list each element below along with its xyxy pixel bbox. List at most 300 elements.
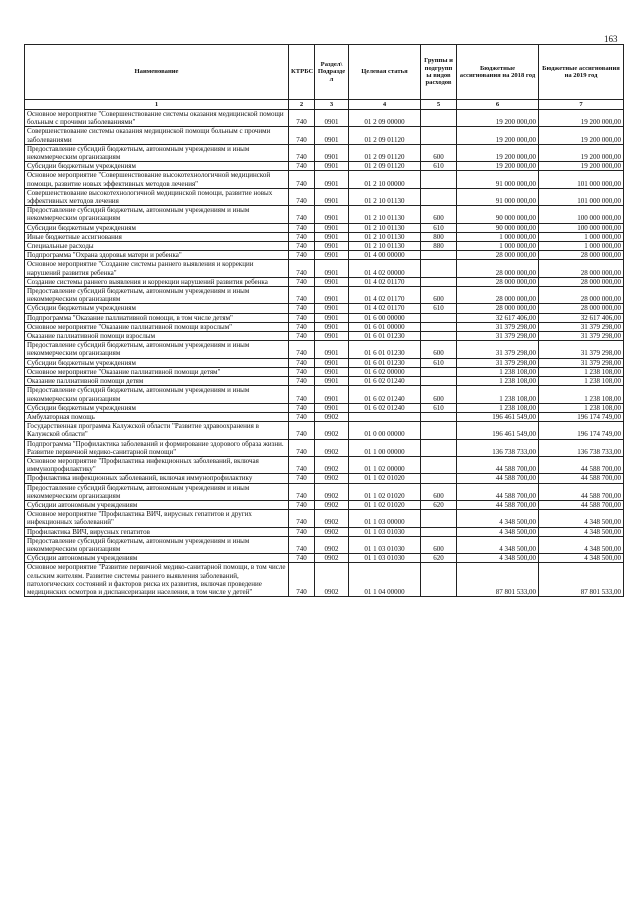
- column-number: 2: [289, 100, 315, 110]
- row-section-cell: 0902: [315, 527, 349, 536]
- row-target-cell: 01 1 03 00000: [349, 510, 421, 527]
- table-row: [25, 232, 624, 241]
- row-ktrbs-cell: 740: [289, 367, 315, 376]
- row-2019-cell: 4 348 500,00: [539, 554, 624, 563]
- row-section-cell: 0901: [315, 341, 349, 358]
- row-section-cell: 0901: [315, 232, 349, 241]
- row-2018-cell: 1 238 108,00: [457, 377, 539, 386]
- row-ktrbs-cell: 740: [289, 510, 315, 527]
- row-2018-cell: 31 379 298,00: [457, 358, 539, 367]
- row-group-cell: [421, 171, 457, 188]
- row-group-cell: 610: [421, 162, 457, 171]
- table-row: [25, 367, 624, 376]
- row-name-cell: Предоставление субсидий бюджетным, автономным учреждениям и иным некоммерческим организациям: [25, 386, 289, 403]
- row-group-cell: 600: [421, 483, 457, 500]
- row-2018-cell: 19 200 000,00: [457, 162, 539, 171]
- row-2019-cell: 19 200 000,00: [539, 144, 624, 161]
- row-2019-cell: 1 238 108,00: [539, 386, 624, 403]
- column-number: 1: [25, 100, 289, 110]
- row-section-cell: 0901: [315, 251, 349, 260]
- table-body: [25, 110, 624, 597]
- row-2019-cell: 28 000 000,00: [539, 287, 624, 304]
- row-ktrbs-cell: 740: [289, 332, 315, 341]
- row-name-cell: Оказание паллиативной помощи детям: [25, 377, 289, 386]
- row-target-cell: 01 4 02 01170: [349, 277, 421, 286]
- row-ktrbs-cell: 740: [289, 439, 315, 456]
- row-name-cell: Предоставление субсидий бюджетным, автономным учреждениям и иным некоммерческим организациям: [25, 287, 289, 304]
- page-number: 163: [604, 34, 618, 44]
- table-row: [25, 242, 624, 251]
- table-row: [25, 386, 624, 403]
- row-section-cell: 0901: [315, 277, 349, 286]
- row-2018-cell: 28 000 000,00: [457, 260, 539, 277]
- row-target-cell: 01 2 09 01120: [349, 127, 421, 144]
- row-section-cell: 0901: [315, 162, 349, 171]
- header-row: [25, 45, 624, 100]
- row-target-cell: 01 1 02 01020: [349, 483, 421, 500]
- row-section-cell: 0901: [315, 367, 349, 376]
- row-2019-cell: 31 379 298,00: [539, 358, 624, 367]
- table-row: [25, 527, 624, 536]
- row-section-cell: 0901: [315, 386, 349, 403]
- row-target-cell: 01 1 02 01020: [349, 474, 421, 483]
- row-name-cell: Субсидии бюджетным учреждениям: [25, 223, 289, 232]
- row-2018-cell: 32 617 406,00: [457, 313, 539, 322]
- row-group-cell: 600: [421, 341, 457, 358]
- table-row: [25, 162, 624, 171]
- row-2019-cell: 4 348 500,00: [539, 510, 624, 527]
- row-name-cell: Специальные расходы: [25, 242, 289, 251]
- row-ktrbs-cell: 740: [289, 527, 315, 536]
- row-2018-cell: 1 000 000,00: [457, 232, 539, 241]
- row-2018-cell: 1 000 000,00: [457, 242, 539, 251]
- row-ktrbs-cell: 740: [289, 456, 315, 473]
- row-2018-cell: 28 000 000,00: [457, 287, 539, 304]
- row-2018-cell: 44 588 700,00: [457, 456, 539, 473]
- row-ktrbs-cell: 740: [289, 251, 315, 260]
- row-2019-cell: 1 238 108,00: [539, 367, 624, 376]
- row-group-cell: 800: [421, 232, 457, 241]
- budget-table: [24, 44, 624, 597]
- row-2018-cell: 90 000 000,00: [457, 223, 539, 232]
- row-2019-cell: 32 617 406,00: [539, 313, 624, 322]
- row-name-cell: Основное мероприятие "Оказание паллиативной помощи детям": [25, 367, 289, 376]
- row-ktrbs-cell: 740: [289, 386, 315, 403]
- row-2018-cell: 4 348 500,00: [457, 554, 539, 563]
- row-2019-cell: 19 200 000,00: [539, 110, 624, 127]
- row-name-cell: Иные бюджетные ассигнования: [25, 232, 289, 241]
- row-ktrbs-cell: 740: [289, 232, 315, 241]
- row-2018-cell: 136 738 733,00: [457, 439, 539, 456]
- row-ktrbs-cell: 740: [289, 206, 315, 223]
- row-name-cell: Предоставление субсидий бюджетным, автономным учреждениям и иным некоммерческим организациям: [25, 536, 289, 553]
- row-section-cell: 0901: [315, 332, 349, 341]
- row-group-cell: [421, 563, 457, 597]
- row-ktrbs-cell: 740: [289, 403, 315, 412]
- row-2019-cell: 100 000 000,00: [539, 223, 624, 232]
- row-target-cell: [349, 412, 421, 421]
- row-name-cell: Субсидии автономным учреждениям: [25, 500, 289, 509]
- table-row: [25, 223, 624, 232]
- column-number: 4: [349, 100, 421, 110]
- row-section-cell: 0901: [315, 322, 349, 331]
- row-target-cell: 01 6 01 01230: [349, 358, 421, 367]
- row-2019-cell: 101 000 000,00: [539, 171, 624, 188]
- row-ktrbs-cell: 740: [289, 162, 315, 171]
- table-row: [25, 563, 624, 597]
- row-group-cell: [421, 412, 457, 421]
- row-ktrbs-cell: 740: [289, 322, 315, 331]
- table-row: [25, 483, 624, 500]
- table-row: [25, 206, 624, 223]
- row-2018-cell: 44 588 700,00: [457, 483, 539, 500]
- row-2019-cell: 4 348 500,00: [539, 536, 624, 553]
- table-row: [25, 251, 624, 260]
- table-row: [25, 110, 624, 127]
- table-row: [25, 332, 624, 341]
- column-header-2018: Бюджетные ассигнования на 2018 год: [457, 45, 539, 100]
- row-2018-cell: 90 000 000,00: [457, 206, 539, 223]
- row-target-cell: 01 4 02 01170: [349, 304, 421, 313]
- row-2019-cell: 4 348 500,00: [539, 527, 624, 536]
- row-section-cell: 0901: [315, 260, 349, 277]
- row-2019-cell: 19 200 000,00: [539, 127, 624, 144]
- row-target-cell: 01 1 02 01020: [349, 500, 421, 509]
- row-target-cell: 01 2 09 01120: [349, 144, 421, 161]
- row-name-cell: Основное мероприятие "Совершенствование высокотехнологичной медицинской помощи, развитие новых эффективных методов лечения": [25, 171, 289, 188]
- row-name-cell: Предоставление субсидий бюджетным, автономным учреждениям и иным некоммерческим организациям: [25, 144, 289, 161]
- row-2019-cell: 19 200 000,00: [539, 162, 624, 171]
- row-ktrbs-cell: 740: [289, 304, 315, 313]
- row-ktrbs-cell: 740: [289, 563, 315, 597]
- row-target-cell: 01 4 02 00000: [349, 260, 421, 277]
- row-name-cell: Совершенствование высокотехнологичной медицинской помощи, развитие новых эффективных методов лечения: [25, 188, 289, 205]
- table-row: [25, 456, 624, 473]
- row-target-cell: 01 1 03 01030: [349, 536, 421, 553]
- row-group-cell: [421, 422, 457, 439]
- row-group-cell: [421, 110, 457, 127]
- row-2018-cell: 1 238 108,00: [457, 403, 539, 412]
- row-group-cell: 600: [421, 287, 457, 304]
- row-section-cell: 0901: [315, 304, 349, 313]
- row-name-cell: Оказание паллиативной помощи взрослым: [25, 332, 289, 341]
- row-ktrbs-cell: 740: [289, 554, 315, 563]
- row-group-cell: 880: [421, 242, 457, 251]
- table-row: [25, 554, 624, 563]
- row-name-cell: Подпрограмма "Охрана здоровья матери и ребенка": [25, 251, 289, 260]
- row-name-cell: Субсидии бюджетным учреждениям: [25, 403, 289, 412]
- row-2018-cell: 91 000 000,00: [457, 171, 539, 188]
- row-name-cell: Основное мероприятие "Оказание паллиативной помощи взрослым": [25, 322, 289, 331]
- row-2019-cell: 1 000 000,00: [539, 242, 624, 251]
- row-section-cell: 0901: [315, 144, 349, 161]
- row-2018-cell: 196 461 549,00: [457, 412, 539, 421]
- column-number: 3: [315, 100, 349, 110]
- row-target-cell: 01 4 00 00000: [349, 251, 421, 260]
- row-section-cell: 0901: [315, 287, 349, 304]
- row-name-cell: Основное мероприятие "Совершенствование системы оказания медицинской помощи больным с прочими заболеваниями": [25, 110, 289, 127]
- row-2018-cell: 19 200 000,00: [457, 127, 539, 144]
- table-row: [25, 412, 624, 421]
- row-group-cell: [421, 377, 457, 386]
- row-section-cell: 0902: [315, 500, 349, 509]
- row-name-cell: Предоставление субсидий бюджетным, автономным учреждениям и иным некоммерческим организациям: [25, 483, 289, 500]
- row-group-cell: [421, 456, 457, 473]
- row-name-cell: Субсидии бюджетным учреждениям: [25, 358, 289, 367]
- column-header-section: Раздел\ Подразде л: [315, 45, 349, 100]
- row-ktrbs-cell: 740: [289, 412, 315, 421]
- row-target-cell: 01 6 00 00000: [349, 313, 421, 322]
- row-ktrbs-cell: 740: [289, 260, 315, 277]
- column-number-row: [25, 100, 624, 110]
- row-section-cell: 0902: [315, 536, 349, 553]
- row-ktrbs-cell: 740: [289, 110, 315, 127]
- row-group-cell: [421, 439, 457, 456]
- row-group-cell: [421, 188, 457, 205]
- row-section-cell: 0901: [315, 223, 349, 232]
- row-section-cell: 0901: [315, 171, 349, 188]
- row-2018-cell: 1 238 108,00: [457, 386, 539, 403]
- row-name-cell: Амбулаторная помощь: [25, 412, 289, 421]
- row-group-cell: [421, 527, 457, 536]
- row-2019-cell: 1 238 108,00: [539, 377, 624, 386]
- row-ktrbs-cell: 740: [289, 536, 315, 553]
- row-section-cell: 0901: [315, 110, 349, 127]
- row-2019-cell: 1 238 108,00: [539, 403, 624, 412]
- row-2019-cell: 44 588 700,00: [539, 483, 624, 500]
- row-name-cell: Совершенствование системы оказания медицинской помощи больным с прочими заболеваниями: [25, 127, 289, 144]
- row-name-cell: Основное мероприятие "Профилактика ВИЧ, вирусных гепатитов и других инфекционных заболеваний": [25, 510, 289, 527]
- row-section-cell: 0901: [315, 403, 349, 412]
- row-2018-cell: 31 379 298,00: [457, 332, 539, 341]
- row-2018-cell: 196 461 549,00: [457, 422, 539, 439]
- row-name-cell: Субсидии бюджетным учреждениям: [25, 304, 289, 313]
- row-2019-cell: 196 174 749,00: [539, 412, 624, 421]
- row-name-cell: Основное мероприятие "Создание системы раннего выявления и коррекции нарушений развития ребенка": [25, 260, 289, 277]
- table-row: [25, 287, 624, 304]
- row-name-cell: Подпрограмма "Профилактика заболеваний и формирование здорового образа жизни. Развитие первичной медико-санитарной помощи": [25, 439, 289, 456]
- row-target-cell: 01 6 02 01240: [349, 377, 421, 386]
- row-group-cell: [421, 251, 457, 260]
- row-section-cell: 0902: [315, 439, 349, 456]
- table-row: [25, 422, 624, 439]
- column-header-ktrbs: КТРБС: [289, 45, 315, 100]
- row-target-cell: 01 6 01 01230: [349, 341, 421, 358]
- row-name-cell: Профилактика инфекционных заболеваний, включая иммунопрофилактику: [25, 474, 289, 483]
- row-target-cell: 01 0 00 00000: [349, 422, 421, 439]
- table-row: [25, 322, 624, 331]
- row-group-cell: 610: [421, 304, 457, 313]
- table-row: [25, 474, 624, 483]
- row-2019-cell: 28 000 000,00: [539, 260, 624, 277]
- column-number: 5: [421, 100, 457, 110]
- row-2019-cell: 196 174 749,00: [539, 422, 624, 439]
- row-ktrbs-cell: 740: [289, 341, 315, 358]
- table-row: [25, 536, 624, 553]
- row-target-cell: 01 2 10 01130: [349, 223, 421, 232]
- row-target-cell: 01 6 02 01240: [349, 403, 421, 412]
- row-target-cell: 01 6 02 01240: [349, 386, 421, 403]
- row-target-cell: 01 1 03 01030: [349, 527, 421, 536]
- row-section-cell: 0901: [315, 313, 349, 322]
- row-section-cell: 0901: [315, 127, 349, 144]
- table-row: [25, 439, 624, 456]
- row-target-cell: 01 1 02 00000: [349, 456, 421, 473]
- row-name-cell: Профилактика ВИЧ, вирусных гепатитов: [25, 527, 289, 536]
- row-section-cell: 0902: [315, 456, 349, 473]
- row-2018-cell: 4 348 500,00: [457, 527, 539, 536]
- row-group-cell: [421, 313, 457, 322]
- row-2019-cell: 28 000 000,00: [539, 304, 624, 313]
- row-name-cell: Государственная программа Калужской области "Развитие здравоохранения в Калужской области": [25, 422, 289, 439]
- row-2018-cell: 19 200 000,00: [457, 110, 539, 127]
- row-2019-cell: 31 379 298,00: [539, 332, 624, 341]
- table-row: [25, 277, 624, 286]
- row-group-cell: 620: [421, 500, 457, 509]
- row-target-cell: 01 2 10 01130: [349, 242, 421, 251]
- row-ktrbs-cell: 740: [289, 277, 315, 286]
- row-target-cell: 01 1 03 01030: [349, 554, 421, 563]
- row-target-cell: 01 6 02 00000: [349, 367, 421, 376]
- column-header-target: Целевая статья: [349, 45, 421, 100]
- row-ktrbs-cell: 740: [289, 313, 315, 322]
- row-group-cell: 600: [421, 206, 457, 223]
- row-section-cell: 0902: [315, 474, 349, 483]
- row-2018-cell: 44 588 700,00: [457, 500, 539, 509]
- row-name-cell: Основное мероприятие "Профилактика инфекционных заболеваний, включая иммунопрофилактику": [25, 456, 289, 473]
- row-ktrbs-cell: 740: [289, 500, 315, 509]
- row-ktrbs-cell: 740: [289, 422, 315, 439]
- row-2019-cell: 100 000 000,00: [539, 206, 624, 223]
- row-2018-cell: 91 000 000,00: [457, 188, 539, 205]
- row-2019-cell: 44 588 700,00: [539, 456, 624, 473]
- row-target-cell: 01 2 09 00000: [349, 110, 421, 127]
- row-section-cell: 0901: [315, 242, 349, 251]
- column-number: 6: [457, 100, 539, 110]
- column-header-name: Наименование: [25, 45, 289, 100]
- row-section-cell: 0902: [315, 510, 349, 527]
- table-row: [25, 144, 624, 161]
- row-2018-cell: 28 000 000,00: [457, 277, 539, 286]
- table-row: [25, 260, 624, 277]
- row-name-cell: Создание системы раннего выявления и коррекции нарушений развития ребенка: [25, 277, 289, 286]
- row-2019-cell: 44 588 700,00: [539, 500, 624, 509]
- row-target-cell: 01 2 10 00000: [349, 171, 421, 188]
- row-2019-cell: 31 379 298,00: [539, 341, 624, 358]
- row-section-cell: 0901: [315, 206, 349, 223]
- row-target-cell: 01 2 10 01130: [349, 206, 421, 223]
- row-ktrbs-cell: 740: [289, 223, 315, 232]
- row-ktrbs-cell: 740: [289, 127, 315, 144]
- row-ktrbs-cell: 740: [289, 287, 315, 304]
- row-section-cell: 0901: [315, 188, 349, 205]
- row-section-cell: 0902: [315, 554, 349, 563]
- row-2018-cell: 87 801 533,00: [457, 563, 539, 597]
- row-target-cell: 01 6 01 01230: [349, 332, 421, 341]
- table-row: [25, 171, 624, 188]
- row-section-cell: 0901: [315, 358, 349, 367]
- row-group-cell: [421, 510, 457, 527]
- row-2019-cell: 44 588 700,00: [539, 474, 624, 483]
- row-2018-cell: 31 379 298,00: [457, 341, 539, 358]
- row-2018-cell: 4 348 500,00: [457, 510, 539, 527]
- table-row: [25, 377, 624, 386]
- row-name-cell: Предоставление субсидий бюджетным, автономным учреждениям и иным некоммерческим организациям: [25, 206, 289, 223]
- row-2018-cell: 31 379 298,00: [457, 322, 539, 331]
- row-target-cell: 01 1 04 00000: [349, 563, 421, 597]
- row-2018-cell: 1 238 108,00: [457, 367, 539, 376]
- row-ktrbs-cell: 740: [289, 171, 315, 188]
- row-target-cell: 01 6 01 00000: [349, 322, 421, 331]
- row-2019-cell: 31 379 298,00: [539, 322, 624, 331]
- row-section-cell: 0901: [315, 377, 349, 386]
- row-ktrbs-cell: 740: [289, 474, 315, 483]
- row-name-cell: Субсидии бюджетным учреждениям: [25, 162, 289, 171]
- row-section-cell: 0902: [315, 422, 349, 439]
- row-ktrbs-cell: 740: [289, 358, 315, 367]
- row-group-cell: [421, 367, 457, 376]
- row-ktrbs-cell: 740: [289, 242, 315, 251]
- row-2018-cell: 28 000 000,00: [457, 304, 539, 313]
- row-ktrbs-cell: 740: [289, 377, 315, 386]
- row-2019-cell: 28 000 000,00: [539, 277, 624, 286]
- row-target-cell: 01 4 02 01170: [349, 287, 421, 304]
- row-target-cell: 01 2 10 01130: [349, 232, 421, 241]
- row-2019-cell: 1 000 000,00: [539, 232, 624, 241]
- row-group-cell: [421, 260, 457, 277]
- table-row: [25, 403, 624, 412]
- row-group-cell: [421, 127, 457, 144]
- row-group-cell: 600: [421, 536, 457, 553]
- row-name-cell: Подпрограмма "Оказание паллиативной помощи, в том числе детям": [25, 313, 289, 322]
- row-2018-cell: 19 200 000,00: [457, 144, 539, 161]
- row-target-cell: 01 2 09 01120: [349, 162, 421, 171]
- row-2018-cell: 4 348 500,00: [457, 536, 539, 553]
- row-group-cell: [421, 332, 457, 341]
- row-group-cell: [421, 322, 457, 331]
- column-number: 7: [539, 100, 624, 110]
- row-name-cell: Субсидии автономным учреждениям: [25, 554, 289, 563]
- row-2018-cell: 28 000 000,00: [457, 251, 539, 260]
- row-group-cell: 610: [421, 223, 457, 232]
- table-row: [25, 313, 624, 322]
- row-2019-cell: 87 801 533,00: [539, 563, 624, 597]
- row-name-cell: Основное мероприятие "Развитие первичной медико-санитарной помощи, в том числе сельским жителям. Развитие системы раннего выявления заболеваний, патологических состояний и факторов риска их развития, включая проведение медицинских осмотров и диспансеризации населения, в том числе у детей": [25, 563, 289, 597]
- table-row: [25, 341, 624, 358]
- row-section-cell: 0902: [315, 563, 349, 597]
- row-ktrbs-cell: 740: [289, 144, 315, 161]
- row-group-cell: 620: [421, 554, 457, 563]
- row-ktrbs-cell: 740: [289, 483, 315, 500]
- table-row: [25, 358, 624, 367]
- table-row: [25, 500, 624, 509]
- table-row: [25, 188, 624, 205]
- row-group-cell: 600: [421, 144, 457, 161]
- row-group-cell: [421, 277, 457, 286]
- row-2019-cell: 28 000 000,00: [539, 251, 624, 260]
- row-2018-cell: 44 588 700,00: [457, 474, 539, 483]
- row-target-cell: 01 1 00 00000: [349, 439, 421, 456]
- row-target-cell: 01 2 10 01130: [349, 188, 421, 205]
- row-group-cell: 610: [421, 358, 457, 367]
- row-name-cell: Предоставление субсидий бюджетным, автономным учреждениям и иным некоммерческим организациям: [25, 341, 289, 358]
- row-group-cell: [421, 474, 457, 483]
- row-group-cell: 600: [421, 386, 457, 403]
- row-section-cell: 0902: [315, 412, 349, 421]
- column-header-2019: Бюджетные ассигнования на 2019 год: [539, 45, 624, 100]
- row-2019-cell: 136 738 733,00: [539, 439, 624, 456]
- row-2019-cell: 101 000 000,00: [539, 188, 624, 205]
